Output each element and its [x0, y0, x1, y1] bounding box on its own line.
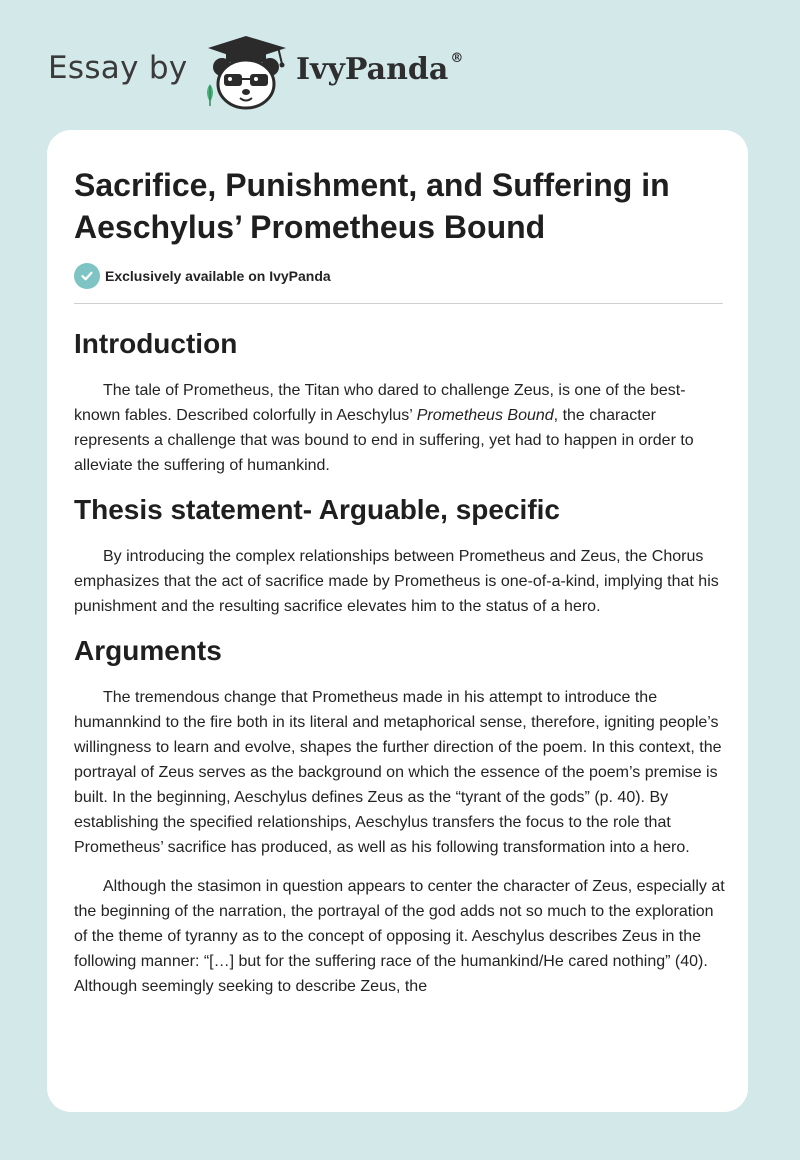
section-heading-introduction: Introduction	[74, 328, 238, 359]
article-body	[74, 326, 726, 999]
divider	[74, 303, 723, 304]
panda-graduate-icon[interactable]	[200, 34, 292, 110]
paragraph: The tremendous change that Prometheus made in his attempt to introduce the humannkind to the fire both in its literal and metaphorical sense, therefore, igniting people’s willingness to learn and evolve, shapes the further direction of the poem. In this context, the portrayal of Zeus serves as the background on which the essence of the poem’s premise is built. In the beginning, Aeschylus defines Zeus as the “tyrant of the gods” (p. 40). By establishing the specified relationships, Aeschylus transfers the focus to the role that Prometheus’ sacrifice has produced, as well as his following transformation into a hero.	[74, 689, 722, 856]
essay-card	[47, 130, 748, 1112]
brand-name[interactable]: IvyPanda ®	[296, 51, 464, 87]
paragraph: Although the stasimon in question appears to center the character of Zeus, especially at the beginning of the narration, the portrayal of the god adds not so much to the exploration of the theme of tyranny as to the concept of opposing it. Aeschylus describes Zeus in the following manner: “[…] but for the suffering race of the humankind/He cared nothing” (40). Although seemingly seeking to describe Zeus, the	[74, 878, 725, 995]
brand-prefix: Essay by	[48, 50, 188, 86]
site-header	[0, 0, 800, 130]
section-heading-arguments: Arguments	[74, 635, 222, 666]
section-heading-thesis: Thesis statement- Arguable, specific	[74, 494, 560, 525]
paragraph: By introducing the complex relationships between Prometheus and Zeus, the Chorus emphasizes that the act of sacrifice made by Prometheus is one-of-a-kind, implying that his punishment and the resulting sacrifice elevates him to the status of a hero.	[74, 548, 719, 615]
work-title: Prometheus Bound	[416, 407, 554, 424]
page-title: Sacrifice, Punishment, and Suffering in Aeschylus’ Prometheus Bound	[74, 167, 670, 245]
check-circle-icon	[74, 263, 100, 289]
paragraph: The tale of Prometheus, the Titan who dared to challenge Zeus, is one of the best-known fables. Described colorfully in Aeschylus’ Prometheus Bound, the character represents a challenge that was bound to end in suffering, yet had to happen in order to alleviate the suffering of humankind.	[74, 382, 694, 474]
badge-label: Exclusively available on IvyPanda	[105, 268, 331, 284]
registered-mark: ®	[450, 51, 464, 66]
exclusive-badge	[74, 263, 331, 289]
